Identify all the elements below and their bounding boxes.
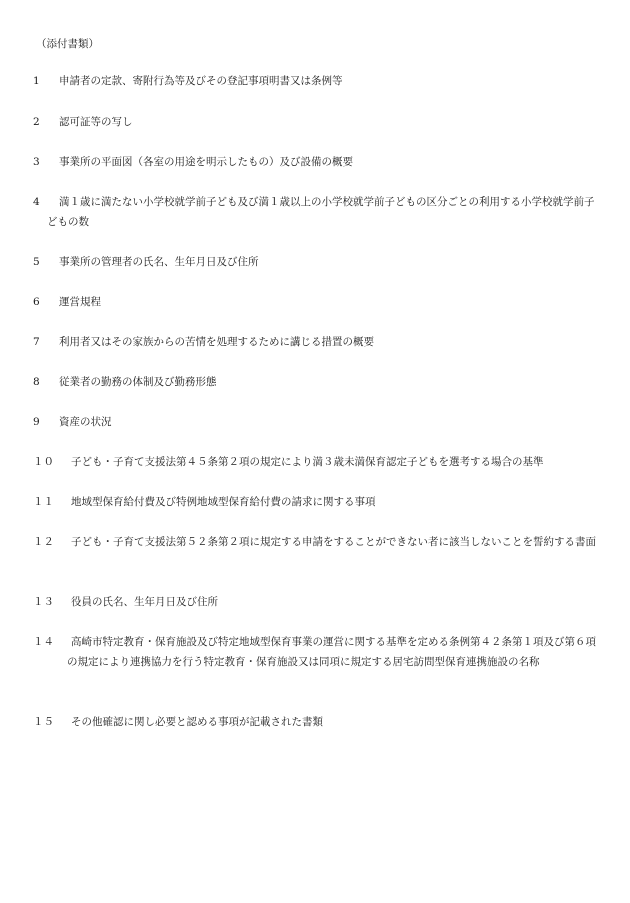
item-number: 7: [33, 336, 40, 348]
item-text: 認可証等の写し: [59, 116, 133, 128]
item-number: １３: [33, 596, 54, 608]
list-item: [33, 592, 599, 612]
list-item: [33, 192, 599, 232]
item-text: 従業者の勤務の体制及び勤務形態: [59, 376, 217, 388]
item-number: １５: [33, 716, 54, 728]
list-item: [33, 372, 599, 392]
item-text: 子ども・子育て支援法第４５条第２項の規定により満３歳未満保育認定子どもを選考する場合の基準: [71, 456, 544, 468]
item-number: 5: [33, 256, 40, 268]
list-item: [33, 712, 599, 732]
item-number: １２: [33, 536, 54, 548]
list-item: [33, 632, 599, 672]
item-text: 申請者の定款、寄附行為等及びその登記事項明書又は条例等: [59, 75, 343, 87]
item-number: 3: [33, 156, 40, 168]
item-text: 事業所の管理者の氏名、生年月日及び住所: [59, 256, 259, 268]
item-number: 6: [33, 296, 40, 308]
item-text: 役員の氏名、生年月日及び住所: [71, 596, 218, 608]
item-text: 事業所の平面図（各室の用途を明示したもの）及び設備の概要: [59, 156, 353, 168]
item-text: その他確認に関し必要と認める事項が記載された書類: [71, 716, 323, 728]
list-item: [33, 71, 599, 91]
list-item: [33, 452, 599, 472]
item-text: 満１歳に満たない小学校就学前子ども及び満１歳以上の小学校就学前子どもの区分ごとの利用する小学校就学前子どもの数: [47, 196, 595, 228]
item-text: 利用者又はその家族からの苦情を処理するために講じる措置の概要: [59, 336, 374, 348]
attachments-heading: （添付書類）: [36, 38, 99, 50]
item-number: 8: [33, 376, 40, 388]
list-item: [33, 532, 599, 552]
list-item: [33, 332, 599, 352]
item-number: 1: [33, 75, 40, 87]
item-text: 資産の状況: [59, 416, 112, 428]
item-number: 4: [33, 196, 40, 208]
list-item: [33, 152, 599, 172]
list-item: [33, 292, 599, 312]
list-item: [33, 252, 599, 272]
item-number: 2: [33, 116, 40, 128]
item-number: １０: [33, 456, 54, 468]
list-item: [33, 112, 599, 132]
item-number: １４: [33, 636, 54, 648]
list-item: [33, 412, 599, 432]
item-text: 高崎市特定教育・保育施設及び特定地域型保育事業の運営に関する基準を定める条例第４２条第１項及び第６項の規定により連携協力を行う特定教育・保育施設又は同項に規定する居宅訪問型保育連携施設の名称: [67, 636, 596, 668]
item-text: 地域型保育給付費及び特例地域型保育給付費の請求に関する事項: [71, 496, 376, 508]
item-text: 子ども・子育て支援法第５２条第２項に規定する申請をすることができない者に該当しないことを誓約する書面: [71, 536, 596, 548]
item-text: 運営規程: [59, 296, 101, 308]
item-number: 9: [33, 416, 40, 428]
list-item: [33, 492, 599, 512]
item-number: １１: [33, 496, 54, 508]
